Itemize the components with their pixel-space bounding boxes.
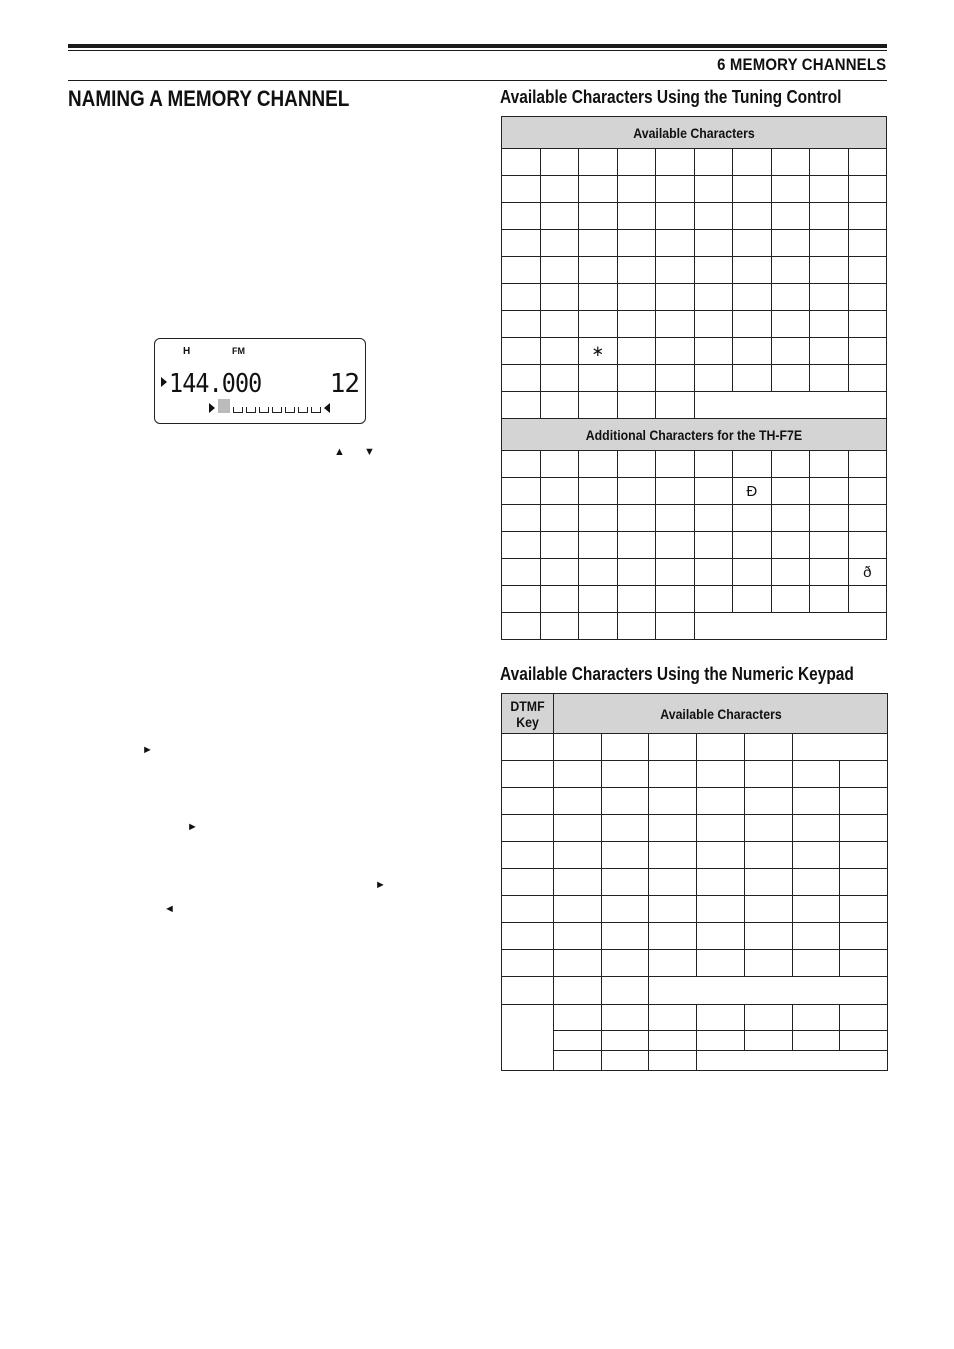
table-cell <box>540 257 579 284</box>
table-cell <box>733 257 772 284</box>
keypad-table-heading: Available Characters Using the Numeric Keypad <box>500 664 854 684</box>
table-cell <box>617 257 656 284</box>
table-cell <box>502 478 541 505</box>
table-cell <box>848 257 887 284</box>
table-cell <box>848 478 887 505</box>
table-cell <box>540 338 579 365</box>
chapter-heading: 6 MEMORY CHANNELS <box>716 55 886 74</box>
table-cell <box>579 311 618 338</box>
right-arrow-icon: ► <box>187 821 198 833</box>
table-cell <box>697 734 745 761</box>
table-cell <box>771 365 810 392</box>
table-cell <box>649 761 697 788</box>
table-cell <box>617 338 656 365</box>
table-cell <box>502 815 554 842</box>
table-cell <box>810 203 849 230</box>
table-cell <box>810 365 849 392</box>
fm-indicator: FM <box>232 346 245 356</box>
table-cell <box>733 451 772 478</box>
table-cell <box>771 284 810 311</box>
table-cell <box>579 532 618 559</box>
table-cell <box>540 392 579 419</box>
table-cell <box>579 586 618 613</box>
table-cell <box>694 505 733 532</box>
dtmf-key-header: DTMF Key <box>502 694 554 734</box>
table-cell <box>540 451 579 478</box>
table-cell <box>840 788 888 815</box>
table-cell <box>733 532 772 559</box>
table-cell <box>540 311 579 338</box>
table-cell <box>745 896 793 923</box>
table-cell <box>771 559 810 586</box>
table-cell <box>694 451 733 478</box>
table-cell <box>771 176 810 203</box>
table-cell <box>554 788 602 815</box>
name-slot <box>272 407 282 413</box>
table-cell <box>649 923 697 950</box>
table-cell <box>656 149 695 176</box>
table-cell <box>733 365 772 392</box>
name-slot <box>298 407 308 413</box>
table-cell <box>656 559 695 586</box>
table-cell <box>502 788 554 815</box>
table-cell <box>694 311 733 338</box>
table-cell <box>694 338 733 365</box>
table-cell <box>649 734 697 761</box>
table-cell <box>733 559 772 586</box>
table-cell <box>745 734 793 761</box>
table-cell <box>793 842 840 869</box>
table-cell <box>540 176 579 203</box>
table-cell <box>554 977 602 1005</box>
table-cell <box>771 230 810 257</box>
table-cell <box>694 392 887 419</box>
table-cell <box>697 815 745 842</box>
table-cell: Đ <box>733 478 772 505</box>
table-cell <box>502 505 541 532</box>
name-slot <box>246 407 256 413</box>
table-cell <box>656 451 695 478</box>
table-cell <box>697 788 745 815</box>
table-cell <box>793 788 840 815</box>
table-cell <box>554 950 602 977</box>
table-cell <box>656 613 695 640</box>
table-cell <box>771 257 810 284</box>
table-cell <box>656 338 695 365</box>
table-cell: ∗ <box>579 338 618 365</box>
table-cell <box>656 532 695 559</box>
table-cell <box>554 1051 602 1071</box>
table-cell <box>554 815 602 842</box>
table-cell <box>540 586 579 613</box>
table-cell <box>793 734 888 761</box>
table-cell <box>540 365 579 392</box>
table-cell <box>840 1005 888 1031</box>
table-cell <box>793 815 840 842</box>
table-cell <box>848 149 887 176</box>
table-cell <box>540 478 579 505</box>
name-end-marker-icon <box>324 403 330 413</box>
table-cell <box>602 869 649 896</box>
table-cell <box>502 896 554 923</box>
table-cell <box>602 950 649 977</box>
table-cell <box>656 478 695 505</box>
table-cell <box>602 977 649 1005</box>
table-cell <box>554 923 602 950</box>
table-cell <box>771 532 810 559</box>
table-cell <box>617 176 656 203</box>
table-cell <box>810 478 849 505</box>
table-cell <box>733 284 772 311</box>
table-cell <box>502 977 554 1005</box>
table-cell <box>745 788 793 815</box>
table-cell <box>554 761 602 788</box>
table-cell <box>848 365 887 392</box>
down-arrow-icon: ▼ <box>364 446 375 458</box>
table-cell <box>656 284 695 311</box>
table-cell <box>502 869 554 896</box>
table-cell <box>848 451 887 478</box>
table-cell <box>848 203 887 230</box>
table-cell <box>579 230 618 257</box>
table-cell <box>602 761 649 788</box>
table-cell <box>848 586 887 613</box>
table-cell <box>617 203 656 230</box>
table-cell <box>810 338 849 365</box>
table-cell <box>502 842 554 869</box>
table-cell <box>602 842 649 869</box>
table-cell <box>694 532 733 559</box>
table-cell <box>697 923 745 950</box>
table-cell <box>810 284 849 311</box>
table-cell <box>502 149 541 176</box>
table-cell <box>656 203 695 230</box>
table-cell <box>793 923 840 950</box>
high-power-indicator: H <box>183 346 191 357</box>
table-cell <box>649 977 888 1005</box>
table-cell <box>656 365 695 392</box>
table-cell <box>602 734 649 761</box>
table-cell <box>656 505 695 532</box>
table-cell <box>840 923 888 950</box>
table-cell <box>810 505 849 532</box>
table-cell: ð <box>848 559 887 586</box>
name-start-marker-icon <box>209 403 215 413</box>
table-cell <box>502 338 541 365</box>
table-cell <box>502 365 541 392</box>
table-cell <box>540 284 579 311</box>
table-cell <box>540 230 579 257</box>
table-cell <box>694 586 733 613</box>
table-cell <box>554 1005 602 1031</box>
lcd-display <box>154 338 366 424</box>
table-cell <box>579 559 618 586</box>
table-cell <box>733 311 772 338</box>
table-cell <box>810 532 849 559</box>
table-cell <box>617 230 656 257</box>
table-cell <box>656 257 695 284</box>
table-cell <box>848 311 887 338</box>
table-cell <box>502 257 541 284</box>
table-cell <box>848 284 887 311</box>
table-cell <box>771 586 810 613</box>
table-cell <box>617 451 656 478</box>
table-cell <box>617 532 656 559</box>
table-cell <box>840 815 888 842</box>
table-cell <box>848 338 887 365</box>
table-cell <box>502 950 554 977</box>
table-cell <box>602 896 649 923</box>
table-cell <box>656 311 695 338</box>
available-characters-header: Available Characters <box>554 694 888 734</box>
table-cell <box>502 734 554 761</box>
table-cell <box>554 1031 602 1051</box>
table-cell <box>502 230 541 257</box>
table-cell <box>579 451 618 478</box>
table-cell <box>579 365 618 392</box>
table-cell <box>745 1005 793 1031</box>
table-cell <box>840 842 888 869</box>
header-rule-thin <box>68 50 887 51</box>
table-cell <box>733 505 772 532</box>
table-cell <box>840 869 888 896</box>
table-cell <box>649 869 697 896</box>
lcd-frequency: 144.000 <box>169 369 262 399</box>
table-cell <box>617 505 656 532</box>
table-cell <box>745 869 793 896</box>
table-cell <box>502 392 541 419</box>
table-header: Additional Characters for the TH-F7E <box>502 419 887 451</box>
table-cell <box>771 478 810 505</box>
table-cell <box>540 203 579 230</box>
table-cell <box>617 149 656 176</box>
table-cell <box>656 392 695 419</box>
table-cell <box>697 1031 745 1051</box>
table-cell <box>579 176 618 203</box>
table-cell <box>810 311 849 338</box>
table-cell <box>733 586 772 613</box>
table-cell <box>554 842 602 869</box>
table-cell <box>656 586 695 613</box>
name-slot <box>311 407 321 413</box>
table-cell <box>697 1051 888 1071</box>
table-cell <box>745 761 793 788</box>
table-cell <box>694 613 887 640</box>
table-cell <box>771 311 810 338</box>
table-cell <box>554 896 602 923</box>
table-cell <box>502 203 541 230</box>
table-cell <box>540 559 579 586</box>
table-cell <box>694 230 733 257</box>
table-cell <box>649 1005 697 1031</box>
table-cell <box>602 1031 649 1051</box>
table-cell <box>745 923 793 950</box>
table-cell <box>840 950 888 977</box>
table-cell <box>649 896 697 923</box>
table-cell <box>502 284 541 311</box>
table-cell <box>579 392 618 419</box>
right-arrow-icon: ► <box>375 879 386 891</box>
table-cell <box>540 532 579 559</box>
table-cell <box>502 532 541 559</box>
table-cell <box>602 1005 649 1031</box>
table-cell <box>810 149 849 176</box>
table-cell <box>656 230 695 257</box>
table-cell <box>810 559 849 586</box>
table-cell <box>771 505 810 532</box>
table-cell <box>848 176 887 203</box>
table-cell <box>694 257 733 284</box>
name-entry-row <box>209 399 330 413</box>
section-title: NAMING A MEMORY CHANNEL <box>68 86 350 111</box>
table-cell <box>745 815 793 842</box>
table-cell <box>579 149 618 176</box>
table-cell <box>697 869 745 896</box>
name-cursor <box>218 399 230 413</box>
table-cell <box>745 842 793 869</box>
table-cell <box>810 586 849 613</box>
up-arrow-icon: ▲ <box>334 446 345 458</box>
table-cell <box>579 203 618 230</box>
table-cell <box>579 478 618 505</box>
table-cell <box>733 230 772 257</box>
table-cell <box>617 559 656 586</box>
table-cell <box>771 149 810 176</box>
table-cell <box>771 203 810 230</box>
table-cell <box>733 149 772 176</box>
table-cell <box>697 896 745 923</box>
table-cell <box>694 284 733 311</box>
table-cell <box>840 896 888 923</box>
table-cell <box>810 176 849 203</box>
table-cell <box>602 923 649 950</box>
table-cell <box>745 950 793 977</box>
table-cell <box>697 950 745 977</box>
table-cell <box>502 923 554 950</box>
table-cell <box>793 1031 840 1051</box>
table-cell <box>649 788 697 815</box>
table-cell <box>540 149 579 176</box>
table-cell <box>602 1051 649 1071</box>
name-slot <box>285 407 295 413</box>
header-underline <box>68 80 887 81</box>
table-cell <box>793 869 840 896</box>
table-cell <box>617 284 656 311</box>
table-cell <box>617 613 656 640</box>
table-cell <box>771 338 810 365</box>
table-cell <box>502 176 541 203</box>
table-cell <box>733 203 772 230</box>
table-cell <box>502 613 541 640</box>
table-cell <box>697 761 745 788</box>
table-cell <box>694 559 733 586</box>
table-cell <box>617 478 656 505</box>
table-cell <box>617 586 656 613</box>
keypad-characters-table <box>501 693 888 1071</box>
header-rule <box>68 44 887 48</box>
left-arrow-icon: ◄ <box>164 903 175 915</box>
table-cell <box>656 176 695 203</box>
table-cell <box>602 788 649 815</box>
table-cell <box>793 761 840 788</box>
table-cell <box>502 311 541 338</box>
tuning-characters-table <box>501 116 887 640</box>
table-cell <box>502 761 554 788</box>
table-cell <box>697 1005 745 1031</box>
table-cell <box>617 365 656 392</box>
table-cell <box>649 1051 697 1071</box>
table-cell <box>848 230 887 257</box>
table-cell <box>694 478 733 505</box>
tuning-table-heading: Available Characters Using the Tuning Control <box>500 87 842 107</box>
table-cell <box>649 1031 697 1051</box>
table-cell <box>649 950 697 977</box>
table-cell <box>579 613 618 640</box>
table-cell <box>502 1005 554 1071</box>
table-cell <box>840 761 888 788</box>
table-cell <box>649 842 697 869</box>
table-cell <box>793 950 840 977</box>
table-cell <box>602 815 649 842</box>
table-cell <box>733 176 772 203</box>
table-cell <box>848 532 887 559</box>
table-cell <box>579 257 618 284</box>
table-cell <box>617 392 656 419</box>
lcd-channel-number: 12 <box>329 369 359 399</box>
table-cell <box>694 149 733 176</box>
table-cell <box>793 1005 840 1031</box>
table-cell <box>793 896 840 923</box>
table-cell <box>745 1031 793 1051</box>
table-cell <box>579 505 618 532</box>
table-cell <box>554 869 602 896</box>
table-cell <box>810 230 849 257</box>
table-cell <box>733 338 772 365</box>
table-header: Available Characters <box>502 117 887 149</box>
name-slot <box>259 407 269 413</box>
table-cell <box>697 842 745 869</box>
table-cell <box>502 559 541 586</box>
name-slot <box>233 407 243 413</box>
table-cell <box>771 451 810 478</box>
table-cell <box>649 815 697 842</box>
table-cell <box>502 451 541 478</box>
table-cell <box>540 613 579 640</box>
table-cell <box>810 451 849 478</box>
table-cell <box>502 586 541 613</box>
table-cell <box>694 203 733 230</box>
right-arrow-icon: ► <box>142 744 153 756</box>
table-cell <box>840 1031 888 1051</box>
table-cell <box>694 365 733 392</box>
table-cell <box>617 311 656 338</box>
table-cell <box>579 284 618 311</box>
table-cell <box>694 176 733 203</box>
table-cell <box>540 505 579 532</box>
table-cell <box>848 505 887 532</box>
table-cell <box>554 734 602 761</box>
table-cell <box>810 257 849 284</box>
band-pointer-icon <box>161 377 167 387</box>
